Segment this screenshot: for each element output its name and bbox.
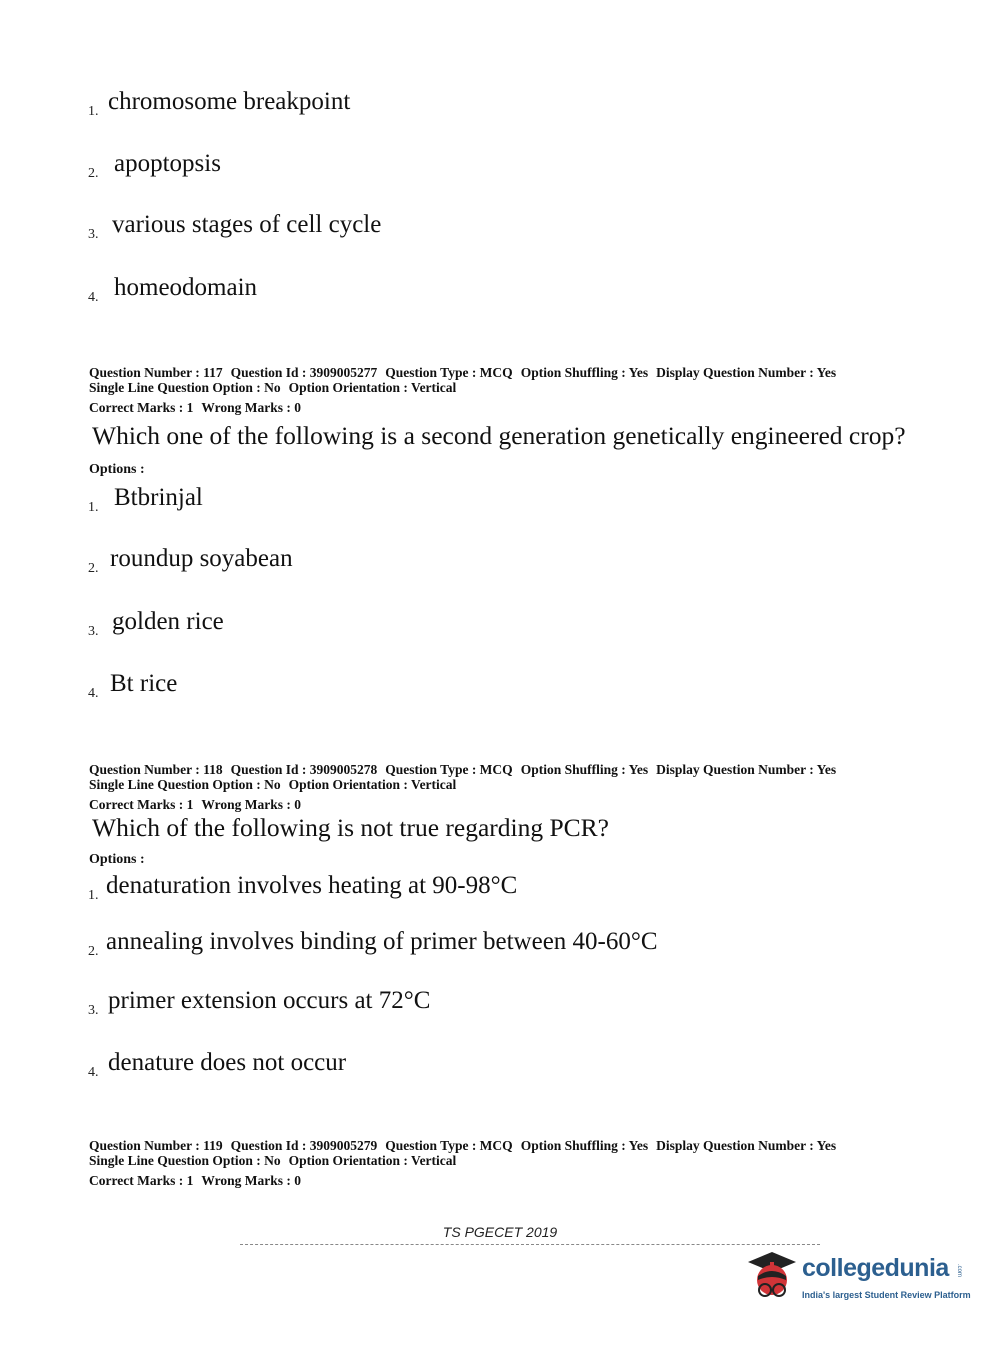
option-number: 3.: [88, 1003, 99, 1018]
wrong-marks: Wrong Marks : 0: [201, 1173, 301, 1188]
correct-marks: Correct Marks : 1: [89, 400, 194, 415]
correct-marks: Correct Marks : 1: [89, 797, 194, 812]
option-text: various stages of cell cycle: [112, 211, 382, 238]
single-line-option: Single Line Question Option : No: [89, 380, 281, 395]
option-number: 1.: [88, 888, 99, 903]
option-shuffling: Option Shuffling : Yes: [520, 365, 649, 380]
question-id: Question Id : 3909005279: [230, 1138, 378, 1153]
option-number: 3.: [88, 227, 99, 242]
logo-brand-text: collegedunia: [802, 1254, 949, 1282]
options-label: Options :: [89, 852, 145, 867]
logo-tagline: India's largest Student Review Platform: [802, 1290, 971, 1300]
option-shuffling: Option Shuffling : Yes: [520, 762, 649, 777]
option-number: 1.: [88, 104, 99, 119]
question-id: Question Id : 3909005278: [230, 762, 378, 777]
options-label: Options :: [89, 462, 145, 477]
question-type: Question Type : MCQ: [385, 762, 513, 777]
option-text: Bt rice: [110, 670, 178, 697]
option-orientation: Option Orientation : Vertical: [288, 1153, 457, 1168]
wrong-marks: Wrong Marks : 0: [201, 400, 301, 415]
display-question-number: Display Question Number : Yes: [656, 762, 837, 777]
option-text: homeodomain: [114, 274, 258, 301]
option-text: primer extension occurs at 72°C: [108, 987, 431, 1014]
page-footer: TS PGECET 2019: [442, 1224, 558, 1240]
option-shuffling: Option Shuffling : Yes: [520, 1138, 649, 1153]
mascot-icon: [742, 1248, 802, 1308]
question-text: Which one of the following is a second generation genetically engineered crop?: [92, 421, 906, 450]
option-text: golden rice: [112, 608, 224, 635]
option-orientation: Option Orientation : Vertical: [288, 777, 457, 792]
option-text: annealing involves binding of primer between 40-60°C: [106, 928, 658, 955]
question-number: Question Number : 119: [89, 1138, 223, 1153]
question-number: Question Number : 117: [89, 365, 223, 380]
question-type: Question Type : MCQ: [385, 1138, 513, 1153]
option-orientation: Option Orientation : Vertical: [288, 380, 457, 395]
option-text: roundup soyabean: [110, 545, 293, 572]
single-line-option: Single Line Question Option : No: [89, 1153, 281, 1168]
collegedunia-logo: [742, 1248, 972, 1310]
option-number: 3.: [88, 624, 99, 639]
option-number: 4.: [88, 1065, 99, 1080]
option-number: 1.: [88, 500, 99, 515]
question-id: Question Id : 3909005277: [230, 365, 378, 380]
option-text: apoptopsis: [114, 150, 221, 177]
question-meta: [89, 1138, 844, 1188]
divider: [240, 1244, 820, 1245]
correct-marks: Correct Marks : 1: [89, 1173, 194, 1188]
option-number: 2.: [88, 561, 99, 576]
option-text: denaturation involves heating at 90-98°C: [106, 872, 518, 899]
question-type: Question Type : MCQ: [385, 365, 513, 380]
wrong-marks: Wrong Marks : 0: [201, 797, 301, 812]
single-line-option: Single Line Question Option : No: [89, 777, 281, 792]
option-number: 4.: [88, 686, 99, 701]
option-text: chromosome breakpoint: [108, 88, 351, 115]
option-number: 2.: [88, 944, 99, 959]
option-number: 4.: [88, 290, 99, 305]
display-question-number: Display Question Number : Yes: [656, 365, 837, 380]
question-number: Question Number : 118: [89, 762, 223, 777]
option-text: Btbrinjal: [114, 484, 203, 511]
display-question-number: Display Question Number : Yes: [656, 1138, 837, 1153]
option-number: 2.: [88, 166, 99, 181]
question-text: Which of the following is not true regarding PCR?: [92, 813, 609, 842]
question-meta: [89, 762, 844, 812]
question-meta: [89, 365, 844, 415]
option-text: denature does not occur: [108, 1049, 347, 1076]
logo-suffix: .com: [956, 1264, 962, 1278]
